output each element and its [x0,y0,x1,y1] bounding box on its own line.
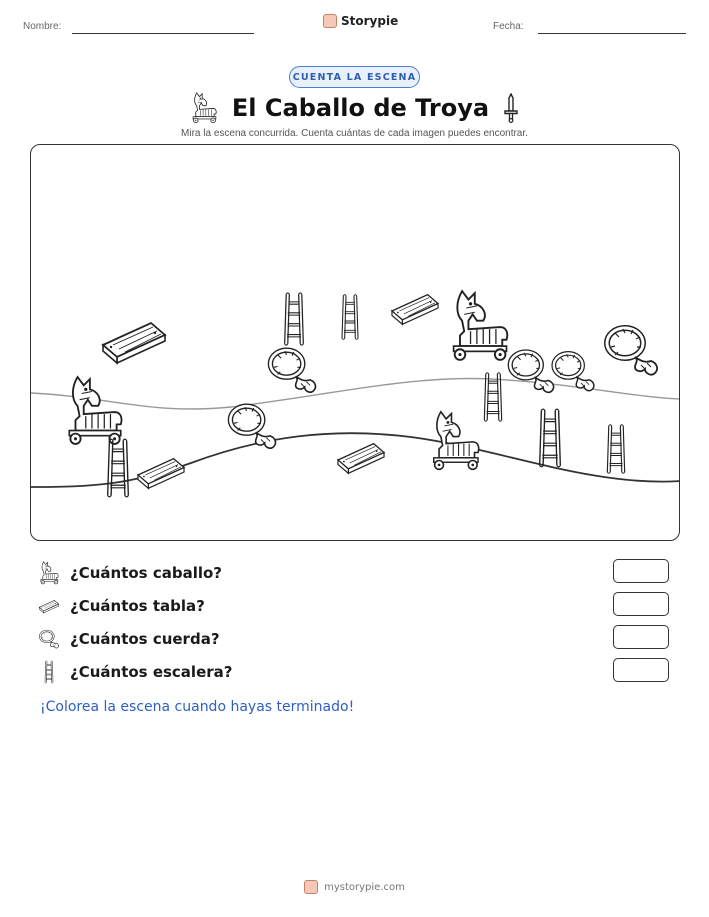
scene-rope [270,350,315,392]
sword-icon [503,93,519,123]
scene-drawing [31,145,680,541]
title-text: El Caballo de Troya [231,94,490,122]
question-horses [38,560,222,586]
scene-horse [454,291,508,360]
scene-ladder [285,293,304,345]
name-label: Nombre: [23,21,62,32]
date-label: Fecha: [493,21,524,32]
scene-plank [138,459,184,489]
plank-icon [38,595,60,617]
trojan-horse-icon [190,92,218,124]
scene-plank [103,323,165,363]
rope-icon [38,628,60,650]
counting-scene [30,144,680,541]
question-ladders [38,659,232,685]
scene-ladder [540,409,561,467]
scene-plank [338,444,384,474]
question-text: ¿Cuántos escalera? [70,663,233,681]
answer-box-ropes[interactable] [613,625,669,649]
activity-badge: CUENTA LA ESCENA [289,66,420,88]
scene-rope [230,406,275,448]
brand-name: Storypie [341,14,399,28]
horse-icon [38,561,60,585]
scene-horse [434,412,479,470]
answer-box-planks[interactable] [613,592,669,616]
scene-rope [607,328,657,375]
scene-rope [510,352,553,392]
scene-ladder [108,439,129,497]
footer-url[interactable]: mystorypie.com [324,881,405,893]
instructions: Mira la escena concurrida. Cuenta cuántas de cada imagen puedes encontrar. [181,128,528,139]
storypie-logo-icon [323,14,337,28]
brand-logo [323,14,398,28]
answer-box-ladders[interactable] [613,658,669,682]
name-field[interactable] [72,33,254,34]
question-text: ¿Cuántos caballo? [70,564,222,582]
footer [0,880,709,894]
scene-horse [69,377,121,444]
storypie-logo-icon [304,880,318,894]
scene-ladder [342,295,358,340]
question-ropes [38,626,220,652]
answer-box-horses[interactable] [613,559,669,583]
ladder-icon [38,660,60,684]
color-instruction: ¡Colorea la escena cuando hayas terminado! [40,699,355,715]
scene-plank [392,295,438,325]
date-field[interactable] [538,33,686,34]
question-text: ¿Cuántos tabla? [70,597,205,615]
scene-ladder [607,425,624,473]
question-planks [38,593,205,619]
page-title [0,90,709,126]
question-text: ¿Cuántos cuerda? [70,630,220,648]
